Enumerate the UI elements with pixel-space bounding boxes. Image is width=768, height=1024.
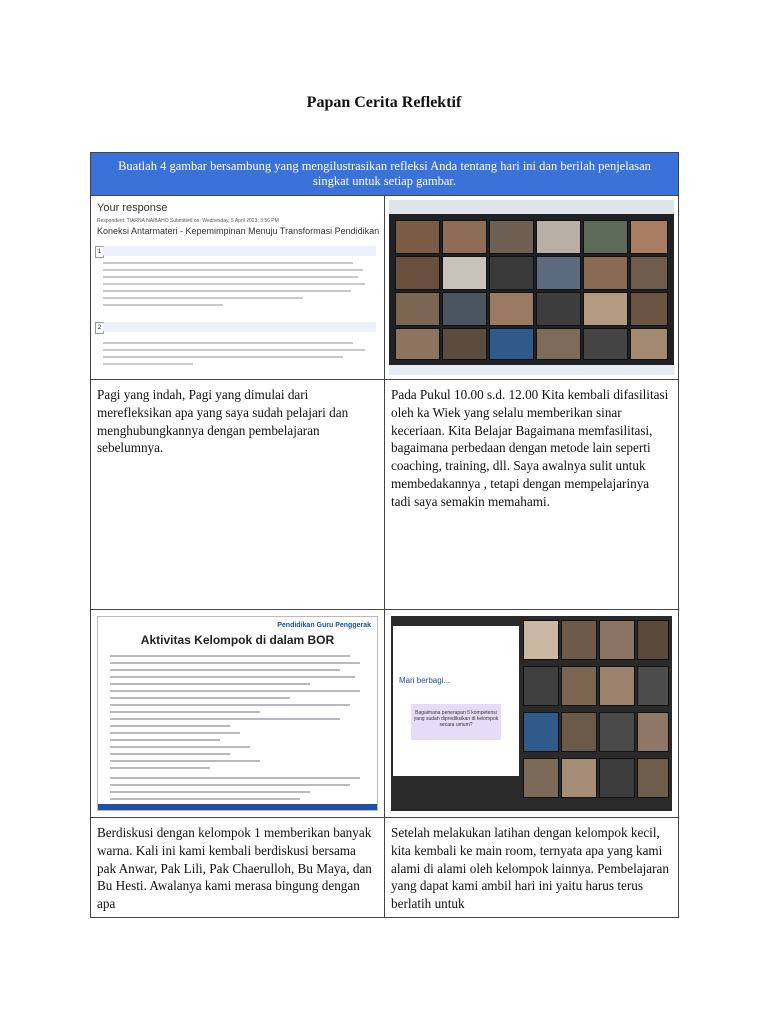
panel-3-text: Berdiskusi dengan kelompok 1 memberikan banyak warna. Kali ini kami kembali berdiskusi bersama pak Anwar, Pak Lili, Pak Chaerulloh, Bu Maya, dan Bu Hesti. Awalanya kami merasa bingung dengan apa — [91, 818, 385, 918]
form-subheading: Koneksi Antarmateri - Kepemimpinan Menuju Transformasi Pendidikan — [97, 226, 380, 236]
image-bor-slide — [91, 610, 385, 818]
bor-slide-screenshot — [97, 616, 378, 811]
image-form-response — [91, 196, 385, 380]
slide-brand: Pendidikan Guru Penggerak — [277, 622, 371, 629]
image-zoom-gallery — [385, 196, 679, 380]
zoom-share-screenshot — [391, 616, 672, 811]
form-heading: Your response — [97, 202, 168, 214]
question-1-bar — [103, 246, 376, 256]
question-2-bar — [103, 322, 376, 332]
browser-bar — [389, 200, 674, 214]
shared-slide — [393, 626, 519, 776]
zoom-gallery-screenshot — [389, 200, 674, 375]
taskbar — [389, 365, 674, 375]
panel-1-text: Pagi yang indah, Pagi yang dimulai dari merefleksikan apa yang saya sudah pelajari dan menghubungkannya dengan pembelajaran sebelumnya. — [91, 380, 385, 610]
question-number-2: 2 — [95, 322, 104, 334]
question-number-1: 1 — [95, 246, 104, 258]
story-board-table — [90, 152, 679, 918]
page-title: Papan Cerita Reflektif — [306, 94, 462, 111]
shared-slide-question: Bagaimana penerapan 5 kompetensi yang sudah diprediksikan di kelompok secara umum? — [411, 704, 501, 740]
panel-2-text: Pada Pukul 10.00 s.d. 12.00 Kita kembali difasilitasi oleh ka Wiek yang selalu memberikan sinar keceriaan. Kita Belajar Bagaimana memfasilitasi, bagaimana perbedaan dengan metode lain seperti coaching, training, dll. Saya awalnya sulit untuk membedakannya , tetapi dengan mempelajarinya tadi saya semakin memahami. — [385, 380, 679, 610]
image-zoom-share — [385, 610, 679, 818]
instruction-banner: Buatlah 4 gambar bersambung yang mengilustrasikan refleksi Anda tentang hari ini dan berilah penjelasan singkat untuk setiap gambar. — [91, 153, 679, 196]
form-screenshot — [91, 196, 384, 379]
panel-4-text: Setelah melakukan latihan dengan kelompok kecil, kita kembali ke main room, ternyata apa yang kami alami di alami oleh kelompok lainnya. Pembelajaran yang dapat kami ambil hari ini yaitu harus terus berlatih untuk — [385, 818, 679, 918]
form-meta: Respondent: TIARNA NAIBAHO Submitted on: Wednesday, 5 April 2023, 3:56 PM — [97, 218, 279, 224]
slide-title: Aktivitas Kelompok di dalam BOR — [140, 633, 335, 647]
shared-slide-heading: Mari berbagi... — [399, 676, 451, 685]
